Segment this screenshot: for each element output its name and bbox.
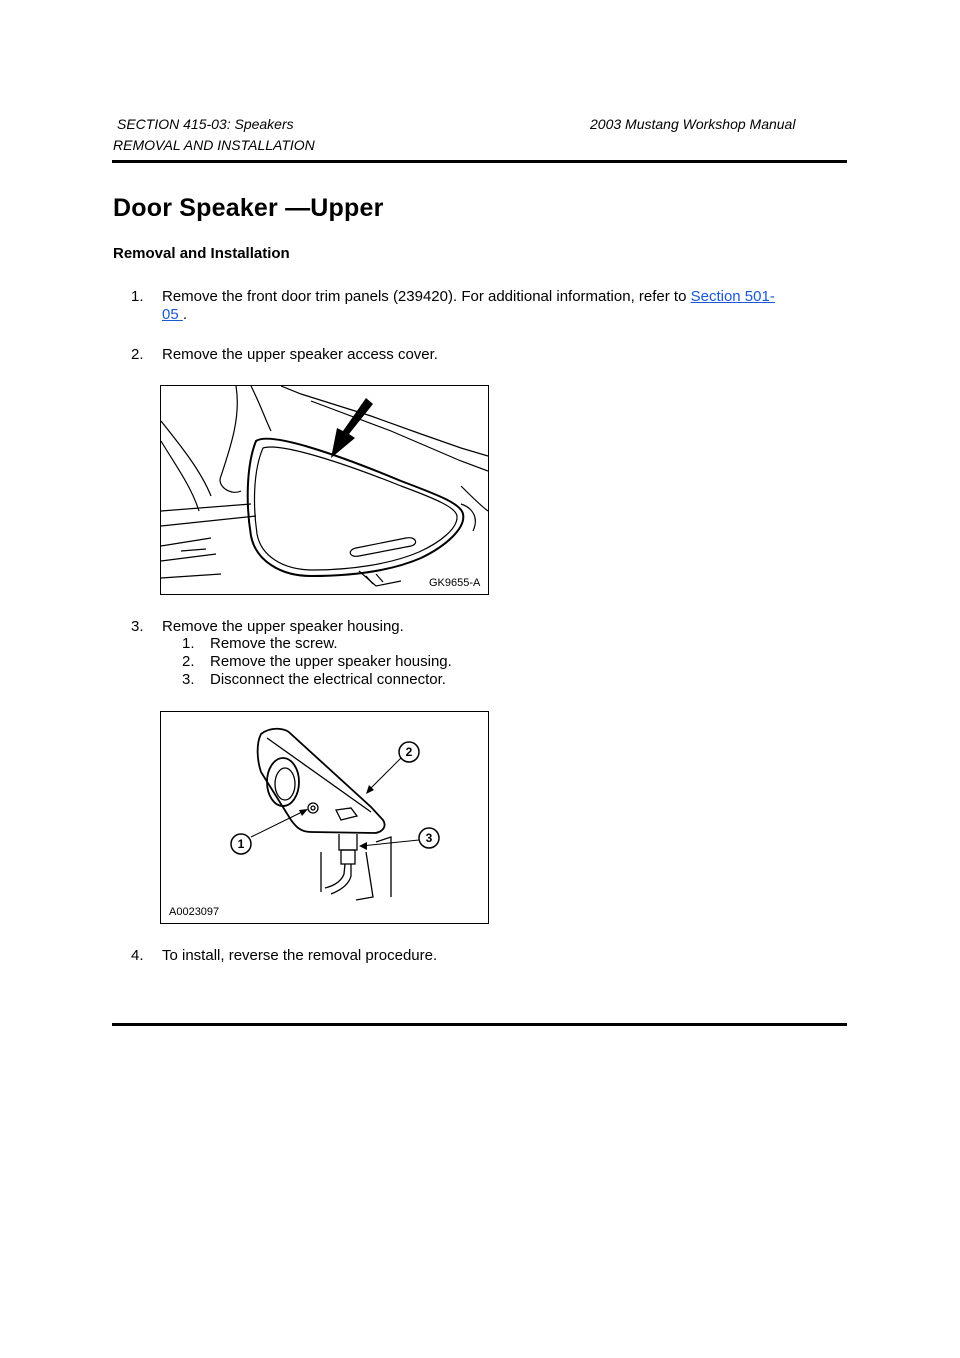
page-title: Door Speaker —Upper (113, 194, 384, 222)
access-cover-figure (160, 385, 489, 595)
step-text: Remove the upper speaker housing. (162, 618, 404, 635)
figure-id: A0023097 (169, 906, 220, 918)
substep-text: Disconnect the electrical connector. (210, 671, 446, 688)
section-501-05-link-cont[interactable]: 05 (162, 306, 183, 323)
access-cover-illustration (161, 386, 488, 594)
step-number: 2. (131, 346, 144, 363)
substep-text: Remove the screw. (210, 635, 338, 652)
step-text-cont (162, 305, 187, 324)
manual-title: 2003 Mustang Workshop Manual (590, 116, 796, 132)
callout-2: 2 (405, 745, 413, 759)
speaker-housing-illustration (161, 712, 488, 923)
step-number: 3. (131, 618, 144, 635)
figure-id: GK9655-A (429, 577, 481, 589)
substep-text: Remove the upper speaker housing. (210, 653, 452, 670)
subsection-title: REMOVAL AND INSTALLATION (113, 137, 315, 153)
callout-3: 3 (425, 831, 433, 845)
step-text-part: Remove the front door trim panels (239420). For additional information, refer to (162, 288, 691, 305)
step-text: To install, reverse the removal procedure. (162, 947, 438, 964)
callout-1: 1 (237, 837, 245, 851)
step-number: 1. (131, 288, 144, 305)
header-rule (112, 160, 847, 163)
footer-rule (112, 1023, 847, 1026)
step-number: 4. (131, 947, 144, 964)
speaker-housing-figure (160, 711, 489, 924)
step-text-period: . (182, 306, 188, 323)
substep-number: 1. (182, 635, 195, 652)
step-text: Remove the upper speaker access cover. (162, 346, 438, 363)
step-text (162, 287, 832, 306)
substep-number: 2. (182, 653, 195, 670)
substep-number: 3. (182, 671, 195, 688)
section-title: SECTION 415-03: Speakers (117, 116, 294, 132)
section-501-05-link[interactable]: Section 501- (690, 288, 775, 305)
procedure-heading: Removal and Installation (113, 245, 290, 262)
